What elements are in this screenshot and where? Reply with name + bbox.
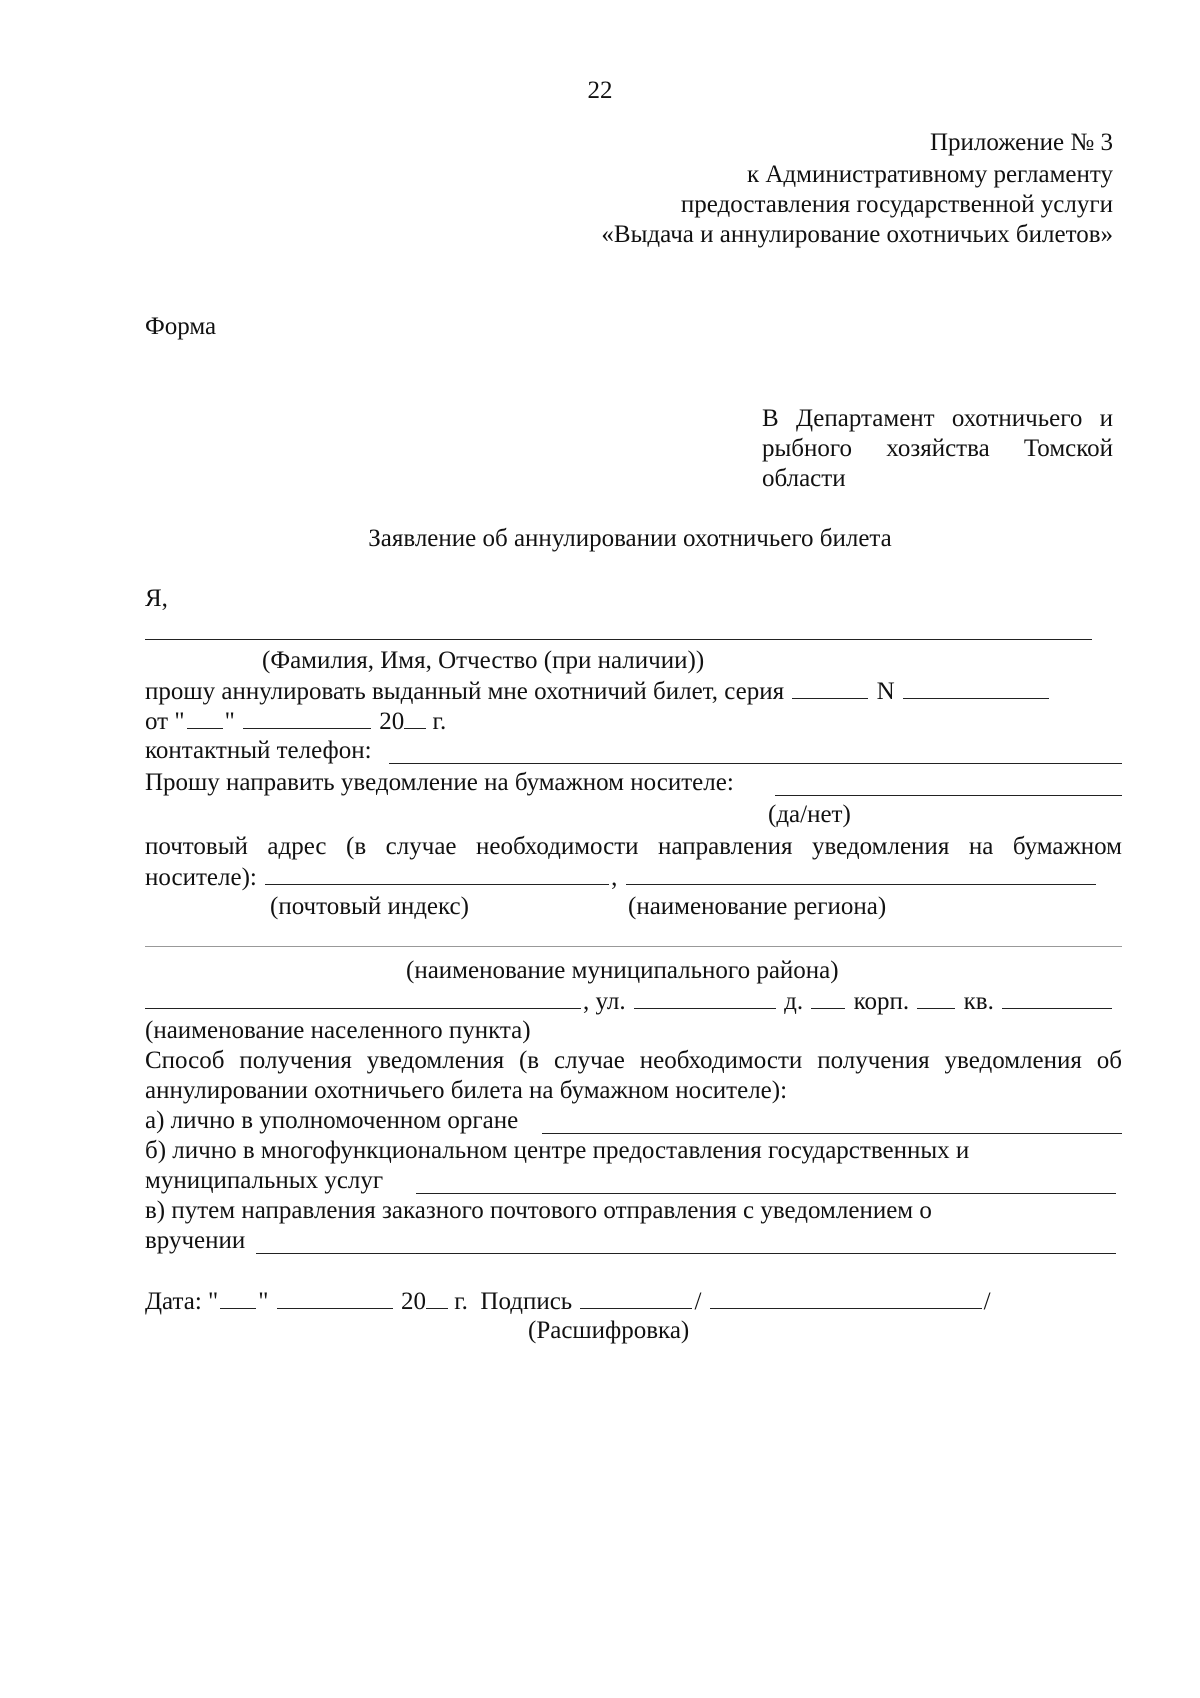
footer-year-suffix: г. <box>454 1288 468 1315</box>
option-a-label: а) лично в уполномоченном органе <box>145 1107 519 1134</box>
fio-input-line[interactable] <box>145 639 1092 640</box>
apt-label: кв. <box>963 988 994 1015</box>
option-b-line-2: муниципальных услуг <box>145 1167 384 1194</box>
date-label: Дата: " <box>145 1288 219 1315</box>
annul-request-row <box>145 676 1051 707</box>
slash-2: / <box>983 1288 991 1315</box>
issue-year-input[interactable] <box>404 706 426 729</box>
decoding-caption: (Расшифровка) <box>528 1317 690 1344</box>
street-label: , ул. <box>583 988 626 1015</box>
date-day-input[interactable] <box>220 1286 256 1309</box>
option-a-input-line[interactable] <box>542 1133 1122 1134</box>
building-label: корп. <box>853 988 910 1015</box>
option-b-input-line[interactable] <box>416 1193 1116 1194</box>
settlement-input[interactable] <box>145 986 581 1009</box>
footer-quote-close: " <box>258 1288 269 1315</box>
appendix-line-4: «Выдача и аннулирование охотничьих билетов» <box>601 221 1113 248</box>
method-line-2: аннулировании охотничьего билета на бумажном носителе): <box>145 1077 788 1104</box>
street-input[interactable] <box>634 986 776 1009</box>
issue-date-row <box>145 706 446 737</box>
postal-address-row-2 <box>145 862 1098 893</box>
date-year-input[interactable] <box>426 1286 448 1309</box>
addressee-line-2: рыбного хозяйства Томской <box>762 435 1113 462</box>
option-c-input-line[interactable] <box>256 1253 1116 1254</box>
document-title: Заявление об аннулировании охотничьего билета <box>368 525 892 552</box>
building-input[interactable] <box>917 986 955 1009</box>
footer-year-prefix: 20 <box>400 1288 426 1315</box>
district-input-line[interactable] <box>145 946 1122 947</box>
footer-row <box>145 1286 991 1317</box>
issue-day-input[interactable] <box>187 706 223 729</box>
region-input[interactable] <box>626 862 1096 885</box>
signature-decoding-input[interactable] <box>710 1286 982 1309</box>
paper-notice-input-line[interactable] <box>775 795 1122 796</box>
page-number: 22 <box>587 77 613 104</box>
apartment-input[interactable] <box>1002 986 1112 1009</box>
phone-input-line[interactable] <box>389 763 1122 764</box>
region-caption: (наименование региона) <box>628 893 887 920</box>
yes-no-caption: (да/нет) <box>768 801 851 828</box>
house-input[interactable] <box>811 986 845 1009</box>
fio-caption: (Фамилия, Имя, Отчество (при наличии)) <box>262 647 705 674</box>
appendix-line-2: к Административному регламенту <box>746 161 1113 188</box>
from-label: от " <box>145 708 185 735</box>
form-label: Форма <box>145 313 217 340</box>
district-caption: (наименование муниципального района) <box>406 957 839 984</box>
issue-month-input[interactable] <box>243 706 371 729</box>
address-detail-row <box>145 986 1114 1017</box>
year-prefix: 20 <box>379 708 405 735</box>
appendix-line-1: Приложение № 3 <box>929 129 1113 156</box>
option-c-line-1: в) путем направления заказного почтового отправления с уведомлением о <box>145 1197 932 1224</box>
house-label: д. <box>784 988 804 1015</box>
signature-input[interactable] <box>580 1286 692 1309</box>
postal-address-line-1: почтовый адрес (в случае необходимости направления уведомления на бумажном <box>145 833 1122 860</box>
quote-close: " <box>224 708 235 735</box>
method-line-1: Способ получения уведомления (в случае необходимости получения уведомления об <box>145 1047 1122 1074</box>
addressee-line-3: области <box>762 465 846 492</box>
series-input[interactable] <box>792 676 868 699</box>
signature-label: Подпись <box>480 1288 573 1315</box>
postal-index-caption: (почтовый индекс) <box>270 893 469 920</box>
year-suffix: г. <box>432 708 447 735</box>
postal-line2-label: носителе): <box>145 864 257 891</box>
settlement-caption: (наименование населенного пункта) <box>145 1017 531 1044</box>
phone-label: контактный телефон: <box>145 737 372 764</box>
ya-label: Я, <box>145 585 168 612</box>
slash-1: / <box>694 1288 702 1315</box>
annul-request-label: прошу аннулировать выданный мне охотничий билет, серия <box>145 678 785 705</box>
ticket-number-input[interactable] <box>903 676 1049 699</box>
appendix-line-3: предоставления государственной услуги <box>680 191 1113 218</box>
number-label: N <box>876 678 895 705</box>
postal-index-input[interactable] <box>265 862 609 885</box>
paper-notice-label: Прошу направить уведомление на бумажном носителе: <box>145 769 734 796</box>
addressee-line-1: В Департамент охотничьего и <box>762 405 1113 432</box>
option-b-line-1: б) лично в многофункциональном центре предоставления государственных и <box>145 1137 970 1164</box>
date-month-input[interactable] <box>277 1286 393 1309</box>
comma: , <box>611 864 618 891</box>
option-c-line-2: вручении <box>145 1227 246 1254</box>
